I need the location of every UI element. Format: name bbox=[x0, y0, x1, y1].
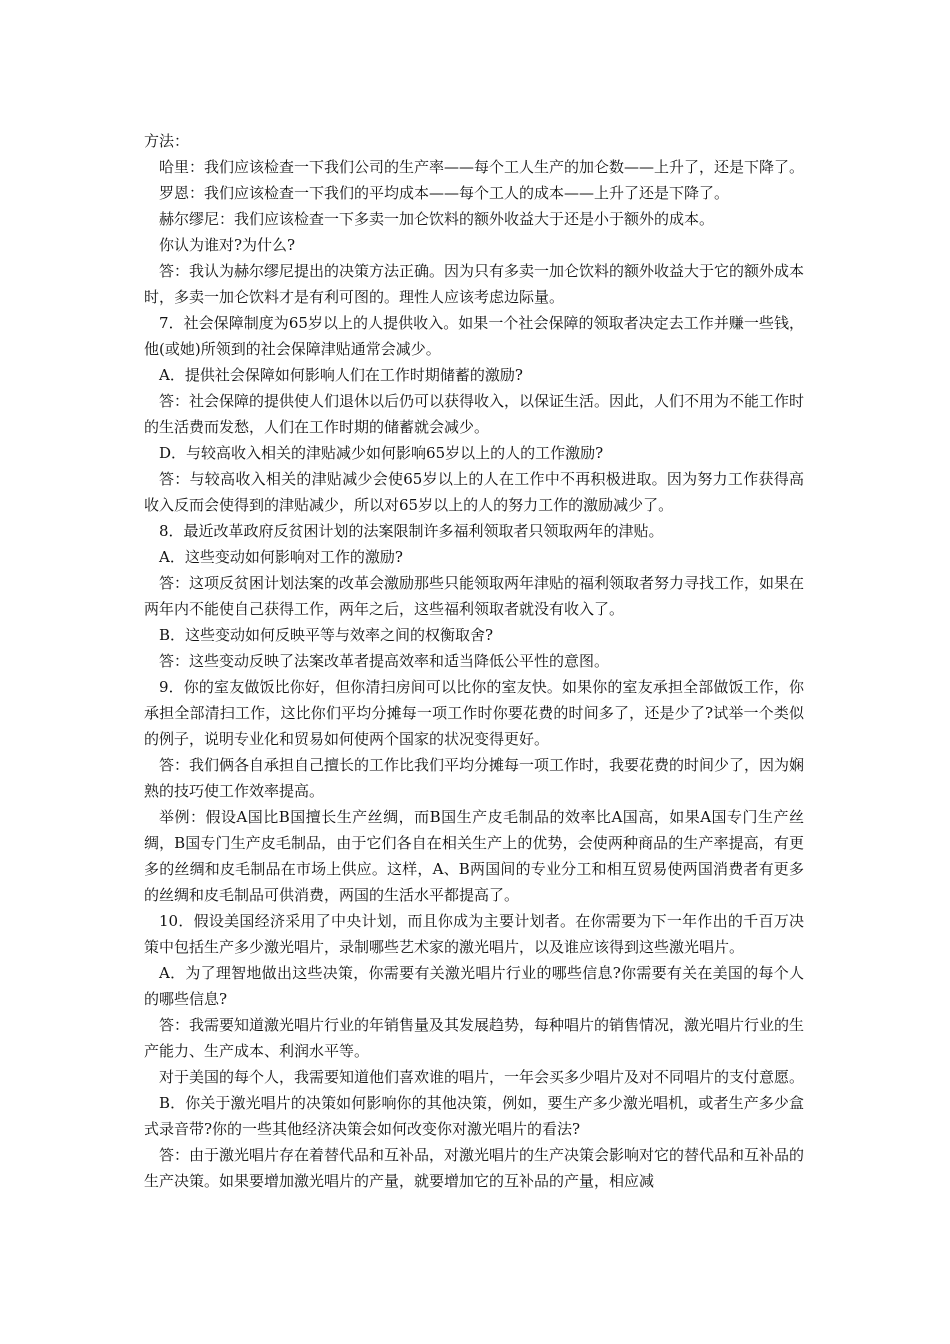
paragraph: 9．你的室友做饭比你好，但你清扫房间可以比你的室友快。如果你的室友承担全部做饭工作，你承担全部清扫工作，这比你们平均分摊每一项工作时你要花费的时间多了，还是少了?试举一个类似的例子，说明专业化和贸易如何使两个国家的状况变得更好。 bbox=[144, 678, 804, 748]
paragraph: 8．最近改革政府反贫困计划的法案限制许多福利领取者只领取两年的津贴。 bbox=[159, 522, 664, 540]
paragraph: 赫尔缪尼：我们应该检查一下多卖一加仑饮料的额外收益大于还是小于额外的成本。 bbox=[159, 210, 715, 228]
paragraph: 对于美国的每个人，我需要知道他们喜欢谁的唱片，一年会买多少唱片及对不同唱片的支付意愿。 bbox=[159, 1068, 805, 1086]
paragraph: A．为了理智地做出这些决策，你需要有关激光唱片行业的哪些信息?你需要有关在美国的每个人的哪些信息? bbox=[144, 964, 804, 1008]
paragraph: 答：这项反贫困计划法案的改革会激励那些只能领取两年津贴的福利领取者努力寻找工作，如果在两年内不能使自己获得工作，两年之后，这些福利领取者就没有收入了。 bbox=[144, 574, 805, 618]
paragraph: 10．假设美国经济采用了中央计划，而且你成为主要计划者。在你需要为下一年作出的千百万决策中包括生产多少激光唱片，录制哪些艺术家的激光唱片，以及谁应该得到这些激光唱片。 bbox=[144, 912, 804, 956]
paragraph: 答：我需要知道激光唱片行业的年销售量及其发展趋势，每种唱片的销售情况，激光唱片行业的生产能力、生产成本、利润水平等。 bbox=[144, 1016, 805, 1060]
paragraph: 7．社会保障制度为65岁以上的人提供收入。如果一个社会保障的领取者决定去工作并赚一些钱，他(或她)所领到的社会保障津贴通常会减少。 bbox=[144, 314, 804, 358]
paragraph: 方法： bbox=[144, 132, 190, 150]
paragraph: A．提供社会保障如何影响人们在工作时期储蓄的激励? bbox=[159, 366, 523, 384]
paragraph: B．你关于激光唱片的决策如何影响你的其他决策，例如，要生产多少激光唱机，或者生产多少盒式录音带?你的一些其他经济决策会如何改变你对激光唱片的看法? bbox=[144, 1094, 804, 1138]
paragraph: A．这些变动如何影响对工作的激励? bbox=[159, 548, 403, 566]
paragraph: 答：社会保障的提供使人们退休以后仍可以获得收入，以保证生活。因此，人们不用为不能工作时的生活费而发愁，人们在工作时期的储蓄就会减少。 bbox=[144, 392, 805, 436]
paragraph: 你认为谁对?为什么? bbox=[159, 236, 296, 254]
paragraph: 答：由于激光唱片存在着替代品和互补品，对激光唱片的生产决策会影响对它的替代品和互补品的生产决策。如果要增加激光唱片的产量，就要增加它的互补品的产量，相应减 bbox=[144, 1146, 805, 1190]
paragraph: D．与较高收入相关的津贴减少如何影响65岁以上的人的工作激励? bbox=[159, 444, 604, 462]
document-text-body bbox=[144, 128, 804, 1194]
paragraph: 答：我们俩各自承担自己擅长的工作比我们平均分摊每一项工作时，我要花费的时间少了，因为娴熟的技巧使工作效率提高。 bbox=[144, 756, 805, 800]
paragraph: 罗恩：我们应该检查一下我们的平均成本——每个工人的成本——上升了还是下降了。 bbox=[159, 184, 730, 202]
paragraph: 答：我认为赫尔缪尼提出的决策方法正确。因为只有多卖一加仑饮料的额外收益大于它的额外成本时，多卖一加仑饮料才是有利可图的。理性人应该考虑边际量。 bbox=[144, 262, 805, 306]
paragraph: 举例：假设A国比B国擅长生产丝绸，而B国生产皮毛制品的效率比A国高，如果A国专门生产丝绸，B国专门生产皮毛制品，由于它们各自在相关生产上的优势，会使两种商品的生产率提高，有更多的丝绸和皮毛制品在市场上供应。这样，A、B两国间的专业分工和相互贸易使两国消费者有更多的丝绸和皮毛制品可供消费，两国的生活水平都提高了。 bbox=[144, 808, 804, 904]
paragraph: 答：这些变动反映了法案改革者提高效率和适当降低公平性的意图。 bbox=[159, 652, 610, 670]
paragraph: B．这些变动如何反映平等与效率之间的权衡取舍? bbox=[159, 626, 494, 644]
paragraph: 答：与较高收入相关的津贴减少会使65岁以上的人在工作中不再积极进取。因为努力工作获得高收入反而会使得到的津贴减少，所以对65岁以上的人的努力工作的激励减少了。 bbox=[144, 470, 804, 514]
paragraph: 哈里：我们应该检查一下我们公司的生产率——每个工人生产的加仑数——上升了，还是下降了。 bbox=[159, 158, 805, 176]
